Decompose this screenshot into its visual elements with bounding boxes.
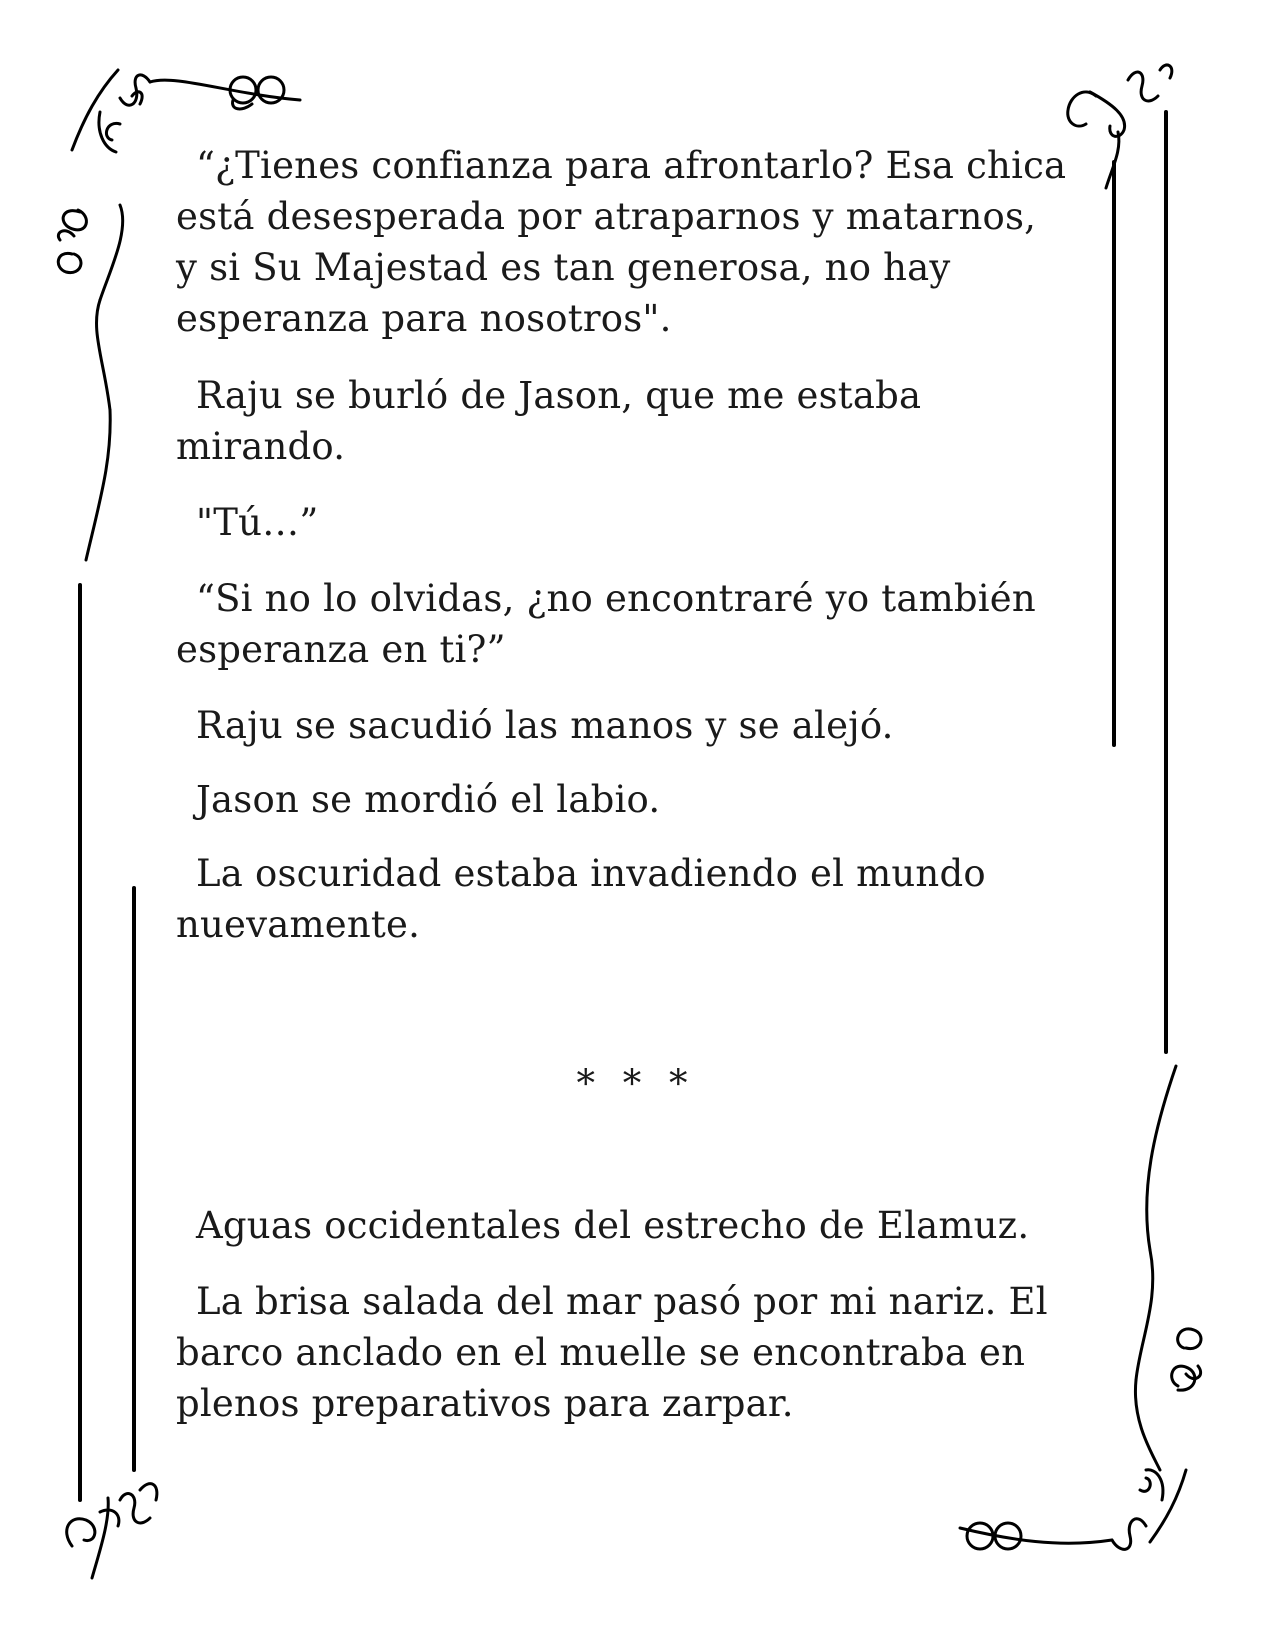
paragraph-5: Raju se sacudió las manos y se alejó. [196, 704, 894, 747]
paragraph-3: "Tú…” [196, 501, 319, 544]
paragraph-9: La brisa salada del mar pasó por mi nariz. El barco anclado en el muelle se encontraba en plenos preparativos para zarpar. [176, 1280, 1048, 1425]
paragraph-7: La oscuridad estaba invadiendo el mundo nuevamente. [176, 852, 986, 946]
paragraph-6: Jason se mordió el labio. [196, 778, 661, 821]
paragraph-1: “¿Tienes confianza para afrontarlo? Esa chica está desesperada por atraparnos y matarnos, y si Su Majestad es tan generosa, no hay esperanza para nosotros". [176, 144, 1067, 340]
paragraph-8: Aguas occidentales del estrecho de Elamuz. [196, 1204, 1030, 1247]
paragraph-2: Raju se burló de Jason, que me estaba mirando. [176, 374, 922, 468]
section-separator: * * * [576, 1062, 696, 1105]
paragraph-4: “Si no lo olvidas, ¿no encontraré yo también esperanza en ti?” [176, 577, 1036, 671]
